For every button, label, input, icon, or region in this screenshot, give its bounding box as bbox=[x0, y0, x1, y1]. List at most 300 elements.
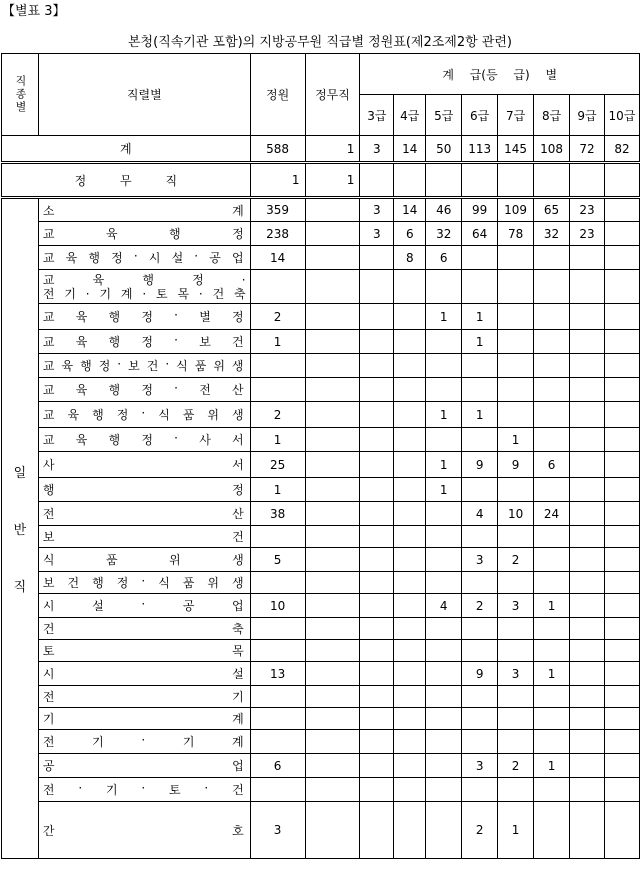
grade-cell bbox=[394, 640, 426, 662]
grade-cell: 3 bbox=[498, 662, 534, 686]
grade-cell: 1 bbox=[462, 402, 498, 428]
table-row bbox=[2, 778, 640, 802]
grade-cell bbox=[394, 428, 426, 452]
grade-cell bbox=[498, 330, 534, 354]
grade-cell: 10 bbox=[498, 502, 534, 526]
series-label: 간 호 bbox=[38, 802, 250, 859]
header-quota: 정원 bbox=[250, 54, 305, 136]
series-label: 교 육 행 정 · 별 정 bbox=[38, 304, 250, 330]
grade-cell bbox=[604, 662, 639, 686]
series-label: 전 기 bbox=[38, 686, 250, 708]
grade-cell bbox=[360, 163, 394, 198]
grade-cell bbox=[604, 594, 639, 618]
grade-cell bbox=[394, 270, 426, 304]
grade-cell bbox=[570, 548, 605, 572]
grade-cell bbox=[570, 594, 605, 618]
grade-header-7: 10급 bbox=[604, 95, 639, 136]
grade-cell bbox=[534, 478, 570, 502]
grade-header-2: 5급 bbox=[426, 95, 462, 136]
grade-cell bbox=[498, 730, 534, 754]
grade-cell bbox=[604, 163, 639, 198]
political-cell bbox=[305, 802, 360, 859]
grade-cell bbox=[360, 730, 394, 754]
grade-cell bbox=[360, 478, 394, 502]
grade-cell bbox=[570, 526, 605, 548]
political-cell bbox=[305, 378, 360, 402]
grade-cell bbox=[360, 594, 394, 618]
grade-cell: 3 bbox=[462, 754, 498, 778]
header-category: 직종별 bbox=[2, 54, 39, 136]
quota-cell bbox=[250, 730, 305, 754]
quota-cell: 14 bbox=[250, 246, 305, 270]
grade-cell: 1 bbox=[498, 802, 534, 859]
series-label: 교 육 행 정 · 보 건 bbox=[38, 330, 250, 354]
grade-cell bbox=[394, 730, 426, 754]
quota-cell: 25 bbox=[250, 452, 305, 478]
grade-cell: 72 bbox=[570, 136, 605, 163]
grade-cell bbox=[534, 402, 570, 428]
quota-cell: 3 bbox=[250, 802, 305, 859]
table-row bbox=[2, 478, 640, 502]
grade-cell bbox=[498, 618, 534, 640]
table-row bbox=[2, 402, 640, 428]
category-char: 직 bbox=[13, 580, 27, 595]
grade-cell: 14 bbox=[394, 136, 426, 163]
grade-header-4: 7급 bbox=[498, 95, 534, 136]
table-row bbox=[2, 378, 640, 402]
grade-header-5: 8급 bbox=[534, 95, 570, 136]
series-label: 전 · 기 · 토 · 건 bbox=[38, 778, 250, 802]
grade-cell bbox=[426, 163, 462, 198]
grade-cell bbox=[394, 502, 426, 526]
grade-cell bbox=[604, 198, 639, 222]
grade-cell bbox=[462, 526, 498, 548]
grade-cell bbox=[570, 778, 605, 802]
grade-cell bbox=[570, 502, 605, 526]
table-row bbox=[2, 222, 640, 246]
grade-cell: 4 bbox=[462, 502, 498, 526]
political-cell bbox=[305, 572, 360, 594]
quota-cell: 13 bbox=[250, 662, 305, 686]
table-row bbox=[2, 686, 640, 708]
political-cell bbox=[305, 754, 360, 778]
grade-cell bbox=[604, 502, 639, 526]
political-cell bbox=[305, 708, 360, 730]
grade-cell: 145 bbox=[498, 136, 534, 163]
political-cell bbox=[305, 452, 360, 478]
grade-cell bbox=[498, 246, 534, 270]
grade-cell bbox=[426, 778, 462, 802]
grade-cell: 3 bbox=[360, 222, 394, 246]
series-label: 교 육 행 정 bbox=[38, 222, 250, 246]
grade-cell bbox=[394, 354, 426, 378]
grade-cell bbox=[604, 802, 639, 859]
grade-cell bbox=[534, 640, 570, 662]
table-row bbox=[2, 502, 640, 526]
grade-cell bbox=[462, 478, 498, 502]
series-label: 교 육 행 정 · 시 설 · 공 업 bbox=[38, 246, 250, 270]
grade-cell bbox=[604, 640, 639, 662]
grade-cell: 3 bbox=[360, 198, 394, 222]
quota-cell bbox=[250, 572, 305, 594]
grade-cell bbox=[462, 618, 498, 640]
grade-cell: 1 bbox=[462, 304, 498, 330]
grade-cell bbox=[534, 572, 570, 594]
grade-cell bbox=[360, 686, 394, 708]
table-row bbox=[2, 618, 640, 640]
staffing-table bbox=[1, 53, 640, 859]
grade-cell: 9 bbox=[498, 452, 534, 478]
grade-cell: 6 bbox=[394, 222, 426, 246]
grade-cell bbox=[604, 572, 639, 594]
quota-cell: 2 bbox=[250, 304, 305, 330]
grade-cell bbox=[570, 802, 605, 859]
grade-cell bbox=[394, 548, 426, 572]
grade-cell: 6 bbox=[426, 246, 462, 270]
political-cell bbox=[305, 662, 360, 686]
grade-cell bbox=[394, 452, 426, 478]
grade-cell bbox=[394, 662, 426, 686]
series-label: 사 서 bbox=[38, 452, 250, 478]
table-row bbox=[2, 354, 640, 378]
series-label: 전 산 bbox=[38, 502, 250, 526]
series-label: 기 계 bbox=[38, 708, 250, 730]
grade-cell bbox=[534, 270, 570, 304]
document-title: 본청(직속기관 포함)의 지방공무원 직급별 정원표(제2조제2항 관련) bbox=[128, 35, 512, 50]
grade-cell: 3 bbox=[462, 548, 498, 572]
grade-cell bbox=[360, 378, 394, 402]
grade-cell bbox=[604, 778, 639, 802]
grade-cell: 113 bbox=[462, 136, 498, 163]
table-row bbox=[2, 428, 640, 452]
grade-cell bbox=[394, 378, 426, 402]
grade-cell: 14 bbox=[394, 198, 426, 222]
grade-cell: 32 bbox=[426, 222, 462, 246]
grade-cell bbox=[426, 730, 462, 754]
table-row bbox=[2, 198, 640, 222]
table-row bbox=[2, 802, 640, 859]
table-row bbox=[2, 572, 640, 594]
grade-cell: 1 bbox=[498, 428, 534, 452]
grade-cell bbox=[534, 304, 570, 330]
grade-cell: 1 bbox=[462, 330, 498, 354]
grade-cell bbox=[498, 478, 534, 502]
grade-cell bbox=[604, 730, 639, 754]
grade-cell bbox=[604, 708, 639, 730]
table-row bbox=[2, 548, 640, 572]
grade-cell bbox=[604, 304, 639, 330]
grade-cell bbox=[604, 246, 639, 270]
political-cell bbox=[305, 304, 360, 330]
grade-cell: 108 bbox=[534, 136, 570, 163]
grade-cell bbox=[462, 640, 498, 662]
grade-cell bbox=[604, 526, 639, 548]
grade-cell bbox=[604, 452, 639, 478]
grade-cell bbox=[462, 572, 498, 594]
quota-cell: 38 bbox=[250, 502, 305, 526]
grade-cell: 1 bbox=[534, 594, 570, 618]
grade-cell bbox=[426, 708, 462, 730]
quota-cell bbox=[250, 270, 305, 304]
series-label: 토 목 bbox=[38, 640, 250, 662]
grade-cell bbox=[360, 572, 394, 594]
grade-cell bbox=[570, 618, 605, 640]
grade-cell bbox=[570, 354, 605, 378]
quota-cell bbox=[250, 618, 305, 640]
grade-cell: 9 bbox=[462, 662, 498, 686]
grade-cell bbox=[498, 378, 534, 402]
political-cell bbox=[305, 778, 360, 802]
quota-cell bbox=[250, 354, 305, 378]
total-quota: 588 bbox=[250, 136, 305, 163]
political-cell bbox=[305, 686, 360, 708]
grade-cell bbox=[360, 452, 394, 478]
grade-cell bbox=[394, 594, 426, 618]
grade-cell bbox=[570, 708, 605, 730]
quota-cell: 359 bbox=[250, 198, 305, 222]
grade-cell bbox=[570, 730, 605, 754]
grade-cell bbox=[462, 708, 498, 730]
table-row bbox=[2, 452, 640, 478]
grade-cell bbox=[394, 478, 426, 502]
grade-cell bbox=[570, 452, 605, 478]
grade-cell bbox=[360, 270, 394, 304]
grade-cell bbox=[534, 802, 570, 859]
grade-cell: 82 bbox=[604, 136, 639, 163]
grade-cell bbox=[394, 163, 426, 198]
series-label: 전 기 · 기 계 bbox=[38, 730, 250, 754]
political-row bbox=[2, 163, 640, 198]
political-cell bbox=[305, 594, 360, 618]
grade-cell: 3 bbox=[498, 594, 534, 618]
grade-cell bbox=[534, 428, 570, 452]
quota-cell: 1 bbox=[250, 478, 305, 502]
quota-cell: 1 bbox=[250, 330, 305, 354]
grade-cell bbox=[462, 686, 498, 708]
political-political: 1 bbox=[305, 163, 360, 198]
political-cell bbox=[305, 502, 360, 526]
series-label: 시 설 · 공 업 bbox=[38, 594, 250, 618]
grade-cell bbox=[462, 354, 498, 378]
grade-cell bbox=[462, 778, 498, 802]
grade-cell bbox=[394, 402, 426, 428]
quota-cell bbox=[250, 686, 305, 708]
grade-cell bbox=[604, 270, 639, 304]
grade-cell bbox=[534, 686, 570, 708]
grade-cell bbox=[394, 526, 426, 548]
grade-cell bbox=[570, 754, 605, 778]
grade-cell bbox=[534, 618, 570, 640]
category-char: 반 bbox=[13, 523, 27, 538]
grade-cell: 99 bbox=[462, 198, 498, 222]
series-label: 교 육 행 정 · 전 기 · 기 계 · 토 목 · 건 축 bbox=[38, 270, 250, 304]
grade-cell: 2 bbox=[462, 802, 498, 859]
grade-cell bbox=[534, 526, 570, 548]
grade-cell bbox=[360, 502, 394, 526]
grade-cell bbox=[426, 662, 462, 686]
grade-cell: 3 bbox=[360, 136, 394, 163]
grade-cell bbox=[604, 354, 639, 378]
series-label: 행 정 bbox=[38, 478, 250, 502]
grade-cell: 6 bbox=[534, 452, 570, 478]
quota-cell: 6 bbox=[250, 754, 305, 778]
grade-cell bbox=[360, 304, 394, 330]
grade-cell bbox=[360, 754, 394, 778]
grade-cell bbox=[570, 270, 605, 304]
grade-cell bbox=[462, 378, 498, 402]
grade-cell bbox=[604, 618, 639, 640]
grade-cell bbox=[462, 428, 498, 452]
grade-cell bbox=[360, 246, 394, 270]
grade-cell bbox=[426, 802, 462, 859]
political-quota: 1 bbox=[250, 163, 305, 198]
grade-cell bbox=[534, 378, 570, 402]
grade-cell bbox=[394, 572, 426, 594]
political-cell bbox=[305, 222, 360, 246]
grade-cell bbox=[394, 686, 426, 708]
quota-cell bbox=[250, 640, 305, 662]
grade-cell bbox=[570, 478, 605, 502]
grade-cell bbox=[604, 686, 639, 708]
grade-cell bbox=[570, 686, 605, 708]
grade-cell: 23 bbox=[570, 198, 605, 222]
grade-cell: 78 bbox=[498, 222, 534, 246]
political-cell bbox=[305, 618, 360, 640]
grade-cell bbox=[604, 754, 639, 778]
grade-cell: 4 bbox=[426, 594, 462, 618]
category-char: 일 bbox=[13, 466, 27, 481]
table-row bbox=[2, 246, 640, 270]
grade-cell: 64 bbox=[462, 222, 498, 246]
quota-cell: 2 bbox=[250, 402, 305, 428]
grade-cell bbox=[360, 662, 394, 686]
political-cell bbox=[305, 354, 360, 378]
grade-cell: 8 bbox=[394, 246, 426, 270]
grade-cell bbox=[360, 402, 394, 428]
series-label: 보 건 행 정 · 식 품 위 생 bbox=[38, 572, 250, 594]
quota-cell: 238 bbox=[250, 222, 305, 246]
grade-cell bbox=[498, 163, 534, 198]
grade-cell bbox=[570, 304, 605, 330]
total-label: 계 bbox=[2, 136, 251, 163]
grade-cell bbox=[498, 526, 534, 548]
grade-cell: 9 bbox=[462, 452, 498, 478]
grade-cell bbox=[604, 222, 639, 246]
quota-cell: 1 bbox=[250, 428, 305, 452]
grade-cell bbox=[570, 163, 605, 198]
grade-cell bbox=[426, 502, 462, 526]
total-row bbox=[2, 136, 640, 163]
table-row bbox=[2, 594, 640, 618]
grade-cell: 65 bbox=[534, 198, 570, 222]
grade-cell bbox=[360, 618, 394, 640]
grade-cell: 46 bbox=[426, 198, 462, 222]
grade-cell bbox=[462, 163, 498, 198]
political-cell bbox=[305, 402, 360, 428]
grade-cell: 1 bbox=[534, 662, 570, 686]
grade-cell bbox=[570, 428, 605, 452]
series-label: 교 육 행 정 · 보 건 · 식 품 위 생 bbox=[38, 354, 250, 378]
quota-cell: 10 bbox=[250, 594, 305, 618]
grade-cell bbox=[534, 778, 570, 802]
grade-cell bbox=[360, 330, 394, 354]
grade-cell bbox=[498, 640, 534, 662]
grade-cell: 1 bbox=[426, 452, 462, 478]
grade-cell bbox=[360, 778, 394, 802]
grade-cell bbox=[462, 730, 498, 754]
grade-cell bbox=[604, 330, 639, 354]
grade-cell bbox=[570, 378, 605, 402]
grade-header-3: 6급 bbox=[462, 95, 498, 136]
quota-cell bbox=[250, 526, 305, 548]
grade-cell bbox=[426, 354, 462, 378]
grade-cell bbox=[394, 330, 426, 354]
category-general bbox=[2, 198, 39, 859]
grade-cell bbox=[426, 572, 462, 594]
series-label: 건 축 bbox=[38, 618, 250, 640]
total-political: 1 bbox=[305, 136, 360, 163]
grade-cell: 2 bbox=[498, 754, 534, 778]
grade-cell bbox=[498, 686, 534, 708]
grade-cell bbox=[570, 662, 605, 686]
table-row bbox=[2, 730, 640, 754]
grade-header-6: 9급 bbox=[570, 95, 605, 136]
grade-cell: 2 bbox=[498, 548, 534, 572]
grade-header-1: 4급 bbox=[394, 95, 426, 136]
series-label: 소 계 bbox=[38, 198, 250, 222]
grade-cell: 1 bbox=[426, 304, 462, 330]
grade-cell bbox=[534, 246, 570, 270]
political-cell bbox=[305, 270, 360, 304]
grade-cell bbox=[426, 754, 462, 778]
grade-cell bbox=[360, 548, 394, 572]
grade-cell bbox=[534, 548, 570, 572]
grade-cell bbox=[360, 802, 394, 859]
series-label: 식 품 위 생 bbox=[38, 548, 250, 572]
grade-cell bbox=[498, 778, 534, 802]
grade-cell: 32 bbox=[534, 222, 570, 246]
grade-cell: 24 bbox=[534, 502, 570, 526]
grade-cell bbox=[426, 378, 462, 402]
grade-cell bbox=[360, 640, 394, 662]
grade-cell bbox=[604, 402, 639, 428]
grade-cell bbox=[534, 330, 570, 354]
grade-cell bbox=[426, 618, 462, 640]
grade-cell bbox=[426, 640, 462, 662]
table-row bbox=[2, 526, 640, 548]
political-cell bbox=[305, 526, 360, 548]
grade-cell bbox=[394, 618, 426, 640]
table-row bbox=[2, 754, 640, 778]
grade-cell bbox=[462, 270, 498, 304]
table-row bbox=[2, 270, 640, 304]
grade-cell bbox=[426, 548, 462, 572]
grade-cell bbox=[534, 354, 570, 378]
grade-cell bbox=[394, 778, 426, 802]
grade-cell bbox=[534, 730, 570, 754]
political-cell bbox=[305, 428, 360, 452]
political-cell bbox=[305, 548, 360, 572]
table-row bbox=[2, 662, 640, 686]
table-row bbox=[2, 304, 640, 330]
series-label: 보 건 bbox=[38, 526, 250, 548]
grade-cell bbox=[426, 330, 462, 354]
grade-cell: 2 bbox=[462, 594, 498, 618]
quota-cell bbox=[250, 708, 305, 730]
political-cell bbox=[305, 198, 360, 222]
grade-cell bbox=[498, 270, 534, 304]
political-cell bbox=[305, 246, 360, 270]
